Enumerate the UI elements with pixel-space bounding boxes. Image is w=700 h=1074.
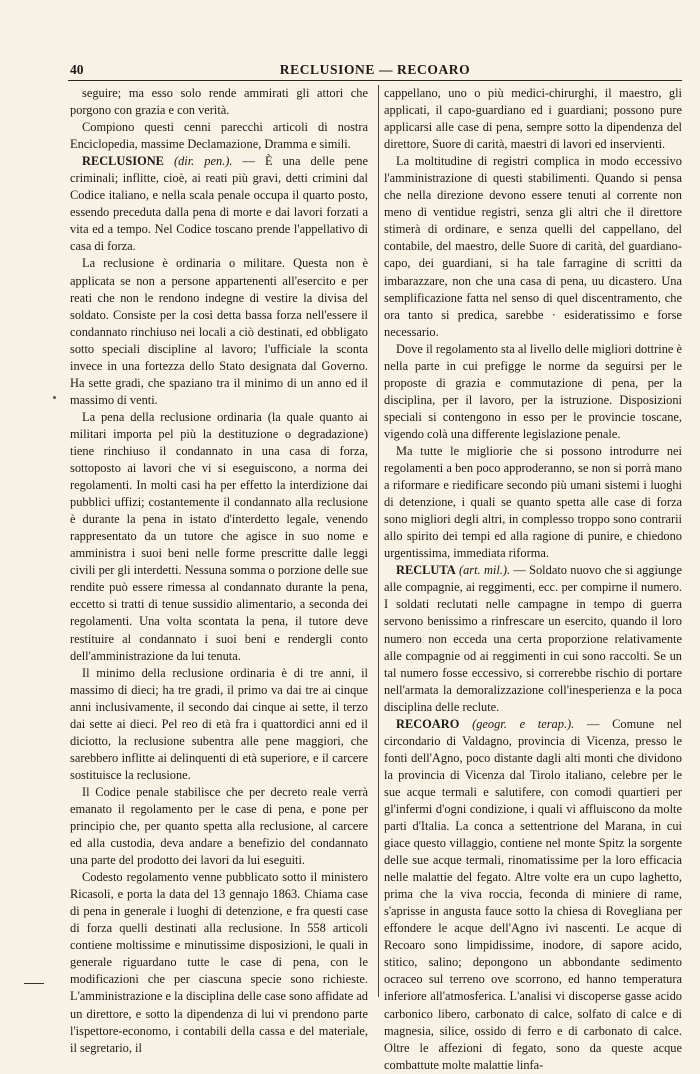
paragraph <box>70 665 368 784</box>
page-number: 40 <box>70 62 84 77</box>
entry-category: (art. mil.). <box>458 563 511 578</box>
header-rule <box>68 80 682 81</box>
running-title: RECLUSIONE — RECOARO <box>279 62 471 77</box>
paragraph-text: Il minimo della reclusione ordinaria è di tre anni, il massimo di dieci; ha tre gradi, il primo va dai tre ai cinque anni inclusivamente, il secondo dai cinque ai sette, il terzo dai sette ai dieci. Pel reo di età fra i quattordici anni ed il diciotto, la reclusione subentra alle pene maggiori, che sarebbero inflitte ai delinquenti di età superiore, e il carcere sostituisce la reclusione. <box>70 665 368 782</box>
paragraph-text: seguire; ma esso solo rende ammirati gli attori che porgono con grazia e con verità. <box>70 86 368 118</box>
paragraph <box>70 255 368 408</box>
entry-headword: RECLUSIONE <box>82 154 164 169</box>
paragraph-text: Codesto regolamento venne pubblicato sotto il ministero Ricasoli, e porta la data del 13 gennajo 1863. Chiama case di pena in generale i luoghi di detenzione, e fra questi case di forza quelli destinati alla reclusione. In 558 articoli contiene moltissime e minutissime disposizioni, le quali in generale riguardano tutte le case di pena, con le modificazioni che per ciascuna specie sono richieste. L'amministrazione e la disciplina delle case sono affidate ad un direttore, e sotto la dipendenza di lui vi prendono parte l'ispettore-economo, i contabili della cassa e del materiale, il segretario, il <box>70 870 368 1055</box>
paragraph-text: Compiono questi cenni parecchi articoli di nostra Enciclopedia, massime Declamazione, Dramma e simili. <box>70 120 368 152</box>
paragraph-text: Ma tutte le migliorie che si possono introdurre nei regolamenti a ben poco approderanno, se non si porrà mano a riformare e riedificare secondo più umani sistemi i luoghi di detenzione, i quali se quanto spetta alle case di forza sono migliori degli altri, in complesso troppo sono contrarii allo spirito dei tempi ed alla ragione di punire, e chiedono urgentissima, immediata riforma. <box>384 443 682 561</box>
margin-dot <box>53 396 56 399</box>
entry-paragraph <box>70 153 368 255</box>
paragraph <box>384 85 682 153</box>
right-column <box>384 85 682 1074</box>
paragraph-text: — È una delle pene criminali; inflitte, cioè, ai reati più gravi, detti crimini dal Codice italiano, e nella scala penale occupa il quarto posto, essendo preceduta dalla pena di morte e dai lavori forzati a vita ed a tempo. Nel Codice toscano prende l'appellativo di casa di forza. <box>70 154 368 254</box>
paragraph <box>384 443 682 562</box>
paragraph-text: La pena della reclusione ordinaria (la quale quanto ai militari importa pel più la destituzione o degradazione) tiene rinchiuso il condannato in una casa di forza, sottoposto ai lavori che vi si eseguiscono, a norma dei regolamenti. In molti casi ha per effetto la interdizione dai pubblici uffizi; costantemente il condannato alla reclusione è durante la pena in istato d'interdetto legale, venendo rappresentato da un tutore che agisce in suo nome e amministra i suoi beni nelle forme prescritte dalle leggi civili per gli interdetti. Nessuna somma o porzione delle sue rendite può essere rimessa al condannato durante la pena, eccetto si tratti di tenue sussidio alimentario, a seconda dei regolamenti. Una volta scontata la pena, il tutore deve restituire al condannato i suoi beni e rendergli conto dell'amministrazione da lui tenuta. <box>70 409 368 663</box>
entry-headword: RECOARO <box>396 716 460 731</box>
paragraph <box>70 409 368 665</box>
entry-category: (geogr. e terap.). <box>472 716 575 731</box>
paragraph <box>70 119 368 153</box>
margin-mark <box>24 983 44 984</box>
paragraph-text: La reclusione è ordinaria o militare. Questa non è applicata se non a persone appartenenti all'esercito e per reati che non le rendono indegne di vestire la divisa del soldato. Consiste per la così detta bassa forza nell'essere il condannato rinchiuso nei locali a ciò destinati, ed obbligato sotto speciali discipline al lavoro; l'ufficiale la sconta invece in una fortezza dello Stato designata dal Governo. Ha sette gradi, che spaziano tra il minimo di un anno ed il massimo di venti. <box>70 256 368 407</box>
paragraph <box>70 784 368 869</box>
entry-paragraph <box>384 716 682 1074</box>
paragraph-text: cappellano, uno o più medici-chirurghi, il maestro, gli applicati, il capo-guardiano ed i guardiani; possono pure applicarsi alle case di pena, sempre sotto la dipendenza del direttore, Suore di carità, maestri di lavori ed inservienti. <box>384 86 682 152</box>
entry-category: (dir. pen.). <box>173 154 233 169</box>
paragraph <box>70 85 368 119</box>
column-divider <box>378 85 379 997</box>
paragraph-text: La moltitudine di registri complica in modo eccessivo l'amministrazione di questi stabilimenti. Quando si pensa che nella direzione devono essere tenuti al corrente non meno di ventidue registri, senza gli altri che il direttore stimerà di ordinare, e senza quelli del cappellano, del contabile, del maestro, delle Suore di carità, del guardiano-capo, dei guardiani, si ha tale farragine di scritti da imbarazzare, non che una casa di pena, uu dicastero. Una semplificazione fatta nel senso di quel discentramento, che ora tanto si predica, sarebbe · esideratissimo e forse necessario. <box>384 154 682 339</box>
paragraph <box>70 869 368 1057</box>
paragraph-text: Dove il regolamento sta al livello delle migliori dottrine è nella parte in cui prefigge le norme da seguirsi per le proposte di grazia e commutazione di pena, per la disciplina, per il lavoro, per la istruzione. Disposizioni speciali si contengono in esso per le provincie toscane, vigendo colà una differente legislazione penale. <box>384 341 682 441</box>
paragraph <box>384 341 682 443</box>
entry-paragraph <box>384 562 682 715</box>
paragraph-text: — Soldato nuovo che si aggiunge alle compagnie, ai reggimenti, ecc. per compirne il numero. I soldati reclutati nelle campagne in tempo di guerra servono benissimo a rinfrescare un esercito, quando il loro numero non ecceda una certa proporzione relativamente alle compagnie od ai reggimenti in cui sono raccolti. Se un tal numero fosse eccessivo, si correrebbe rischio di portare nell'armata la demoralizzazione coll'inesperienza e la poca disciplina delle reclute. <box>384 563 682 714</box>
paragraph <box>384 153 682 341</box>
paragraph-text: — Comune nel circondario di Valdagno, provincia di Vicenza, presso le fonti dell'Agno, poco distante dagli alti monti che dividono la provincia di Vicenza dal Tirolo italiano, celebre per le sue acque termali e salutifere, con comodi quartieri per gl'infermi d'ogni condizione, i quali vi affluiscono da molte parti d'Italia. La conca a settentrione del Marana, in cui giace questo villaggio, contiene nel monte Spitz la sorgente delle sue acque termali, rinomatissime per la loro efficacia nelle malattie del fegato. Altre volte era un cupo laghetto, prima che la viva roccia, feconda di miniere di rame, s'aprisse in angusta fauce sotto la chiesa di Rovegliana per effondere le acque dell'Agno ivi nascenti. Le acque di Recoaro sono limpidissime, inodore, di sapore acido, stitico, salino; depongono un abbondante sedimento ocraceo sul terreno ove scorrono, ed hanno temperatura inferiore all'atmosferica. L'analisi vi discoperse gasse acido carbonico libero, carbonato di calce, solfato di calce e di magnesia, silice, ossido di ferro e di carbonato di calce. Oltre le affezioni di fegato, sono da queste acque combattute molte malattie linfa- <box>384 716 682 1072</box>
entry-headword: RECLUTA <box>396 563 456 578</box>
left-column <box>70 85 368 1057</box>
paragraph-text: Il Codice penale stabilisce che per decreto reale verrà emanato il regolamento per le case di pena, e pone per principio che, per quanto spetta alla reclusione, al carcere ed alla custodia, deva andare a benefizio del condannato una parte del prodotto dei lavori da lui eseguiti. <box>70 784 368 868</box>
